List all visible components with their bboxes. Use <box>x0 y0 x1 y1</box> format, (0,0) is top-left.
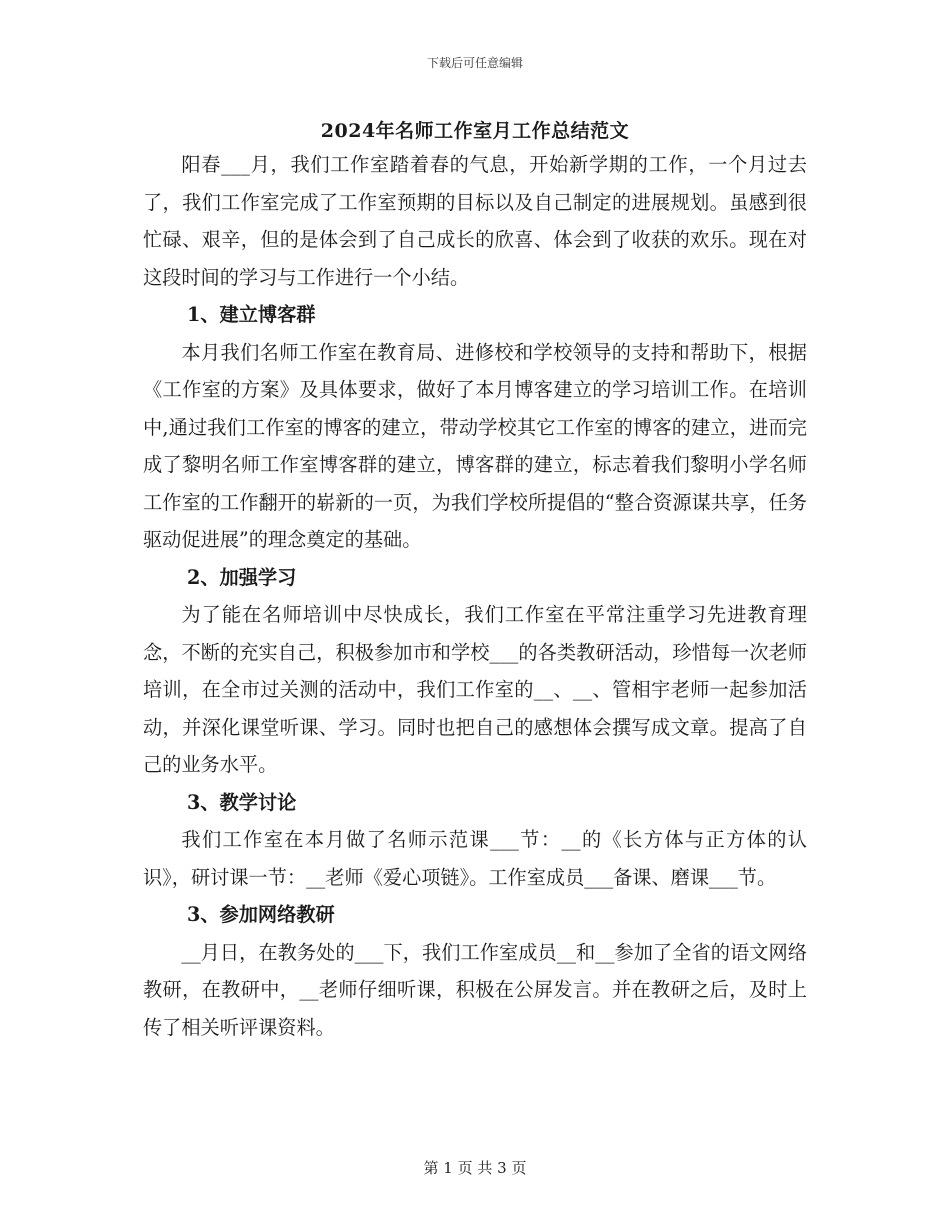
section-heading-online-research: 3、参加网络教研 <box>187 903 335 926</box>
section-body-blog-group: 本月我们名师工作室在教育局、进修校和学校领导的支持和帮助下，根据《工作室的方案》及具体要求，做好了本月博客建立的学习培训工作。在培训中,通过我们工作室的博客的建立，带动学校其它工作室的博客的建立，进而完成了黎明名师工作室博客群的建立，博客群的建立，标志着我们黎明小学名师工作室的工作翻开的崭新的一页，为我们学校所提倡的“整合资源谋共享，任务驱动促进展”的理念奠定的基础。 <box>143 340 807 551</box>
page-header: 下载后可任意编辑 <box>426 56 523 70</box>
section-heading-study: 2、加强学习 <box>187 565 297 589</box>
section-heading-teaching-discussion: 3、教学讨论 <box>187 790 297 814</box>
page-footer: 第 1 页 共 3 页 <box>423 1159 527 1177</box>
section-body-study: 为了能在名师培训中尽快成长，我们工作室在平常注重学习先进教育理念，不断的充实自己，积极参加市和学校___的各类教研活动，珍惜每一次老师培训，在全市过关测的活动中，我们工作室的__、__、管相宇老师一起参加活动，并深化课堂听课、学习。同时也把自己的感想体会撰写成文章。提高了自己的业务水平。 <box>143 603 807 776</box>
document-title: 2024年名师工作室月工作总结范文 <box>320 120 630 142</box>
intro-paragraph: 阳春___月，我们工作室踏着春的气息，开始新学期的工作，一个月过去了，我们工作室完成了工作室预期的目标以及自己制定的进展规划。虽感到很忙碌、艰辛，但的是体会到了自己成长的欣喜、体会到了收获的欢乐。现在对这段时间的学习与工作进行一个小结。 <box>143 153 807 289</box>
section-body-teaching-discussion: 我们工作室在本月做了名师示范课___节：__的《长方体与正方体的认识》，研讨课一节：__老师《爱心项链》。工作室成员___备课、磨课___节。 <box>143 828 807 889</box>
document-body <box>143 146 807 1046</box>
section-body-online-research: __月日，在教务处的___下，我们工作室成员__和__参加了全省的语文网络教研，在教研中，__老师仔细听课，积极在公屏发言。并在教研之后，及时上传了相关听评课资料。 <box>143 940 807 1039</box>
section-heading-blog-group: 1、建立博客群 <box>187 303 316 326</box>
